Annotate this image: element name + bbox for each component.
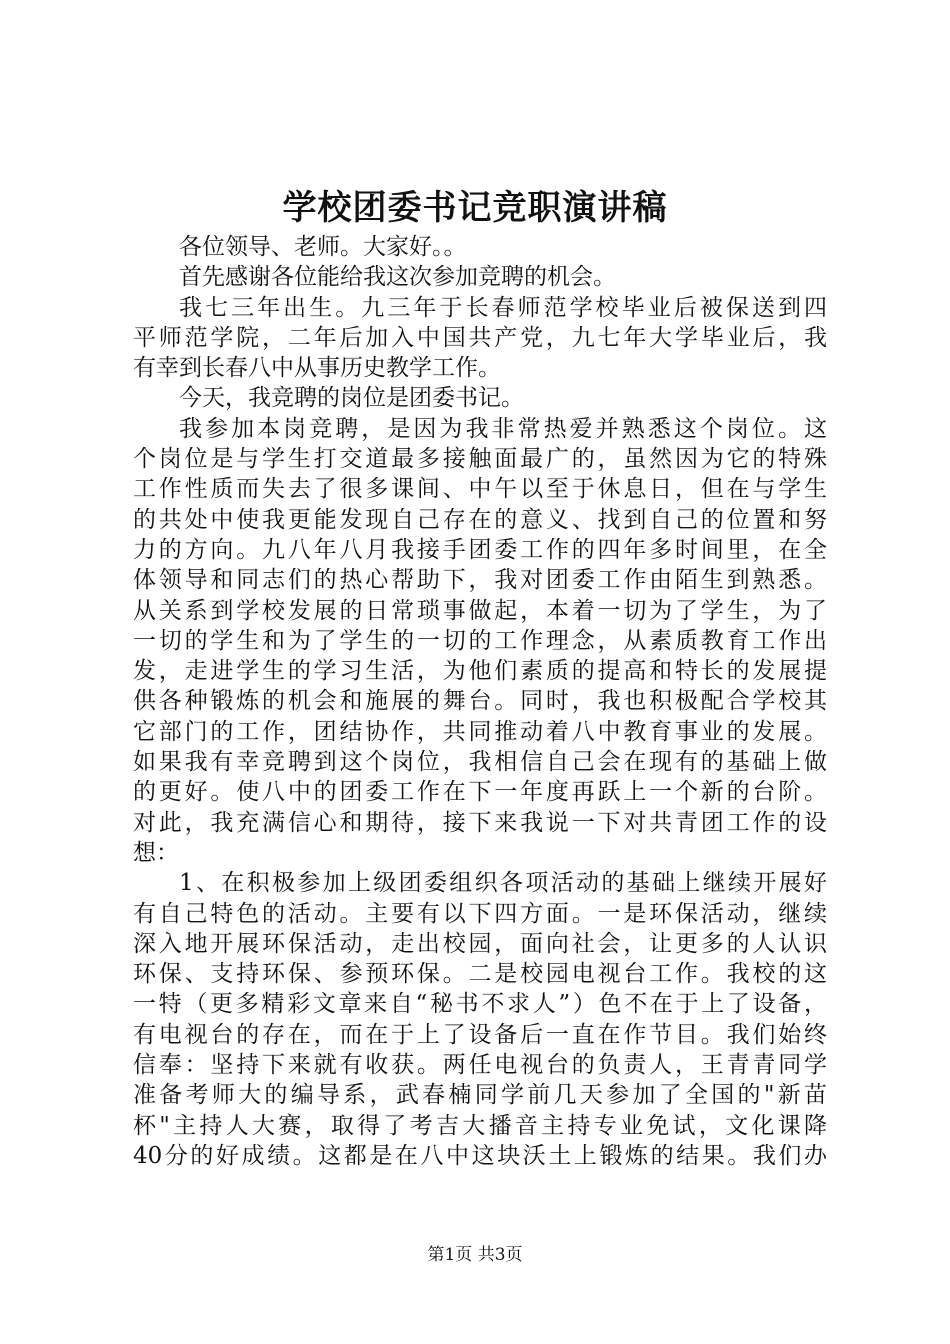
text-line: 供各种锻炼的机会和施展的舞台。同时，我也积极配合学校其 [133, 688, 827, 715]
text-line: 首先感谢各位能给我这次参加竞聘的机会。 [179, 264, 616, 291]
text-line: 信奉：坚持下来就有收获。两任电视台的负责人，王青青同学 [133, 1052, 827, 1079]
text-line: 我参加本岗竞聘，是因为我非常热爱并熟悉这个岗位。这 [179, 415, 827, 442]
text-line: 体领导和同志们的热心帮助下，我对团委工作由陌生到熟悉。 [133, 567, 827, 594]
text-line: 力的方向。九八年八月我接手团委工作的四年多时间里，在全 [133, 536, 827, 563]
text-line: 一特（更多精彩文章来自“秘书不求人”）色不在于上了设备， [133, 991, 827, 1018]
text-line: 今天，我竞聘的岗位是团委书记。 [179, 385, 524, 412]
text-line: 如果我有幸竞聘到这个岗位，我相信自己会在现有的基础上做 [133, 749, 827, 776]
text-line: 个岗位是与学生打交道最多接触面最广的，虽然因为它的特殊 [133, 446, 827, 473]
text-line: 它部门的工作，团结协作，共同推动着八中教育事业的发展。 [133, 718, 827, 745]
text-line: 各位领导、老师。大家好。。 [179, 234, 467, 260]
text-line: 对此，我充满信心和期待，接下来我说一下对共青团工作的设 [133, 809, 827, 836]
text-line: 准备考师大的编导系，武春楠同学前几天参加了全国的"新苗 [133, 1082, 827, 1109]
text-line: 有幸到长春八中从事历史教学工作。 [133, 355, 501, 382]
text-line: 杯"主持人大赛，取得了考吉大播音主持专业免试，文化课降 [133, 1112, 827, 1139]
text-line: 一切的学生和为了学生的一切的工作理念，从素质教育工作出 [133, 627, 827, 654]
text-line: 想： [133, 839, 179, 866]
text-line: 有自己特色的活动。主要有以下四方面。一是环保活动，继续 [133, 900, 827, 927]
text-line: 40分的好成绩。这都是在八中这块沃土上锻炼的结果。我们办 [133, 1142, 827, 1169]
text-line: 深入地开展环保活动，走出校园，面向社会，让更多的人认识 [133, 930, 827, 957]
text-line: 从关系到学校发展的日常琐事做起，本着一切为了学生，为了 [133, 597, 827, 624]
text-line: 的共处中使我更能发现自己存在的意义、找到自己的位置和努 [133, 506, 827, 533]
page-footer: 第1页 共3页 [427, 1245, 523, 1265]
text-line: 的更好。使八中的团委工作在下一年度再跃上一个新的台阶。 [133, 779, 827, 806]
text-line: 工作性质而失去了很多课间、中午以至于休息日，但在与学生 [133, 476, 827, 503]
document-body [133, 232, 827, 1171]
text-line: 环保、支持环保、参预环保。二是校园电视台工作。我校的这 [133, 961, 827, 988]
text-line: 有电视台的存在，而在于上了设备后一直在作节目。我们始终 [133, 1021, 827, 1048]
text-line: 我七三年出生。九三年于长春师范学校毕业后被保送到四 [179, 294, 827, 321]
text-line: 平师范学院，二年后加入中国共产党，九七年大学毕业后，我 [133, 324, 827, 351]
text-line: 发，走进学生的学习生活，为他们素质的提高和特长的发展提 [133, 658, 827, 685]
text-line: 1、在积极参加上级团委组织各项活动的基础上继续开展好 [179, 870, 827, 897]
document-title: 学校团委书记竞职演讲稿 [282, 188, 668, 228]
